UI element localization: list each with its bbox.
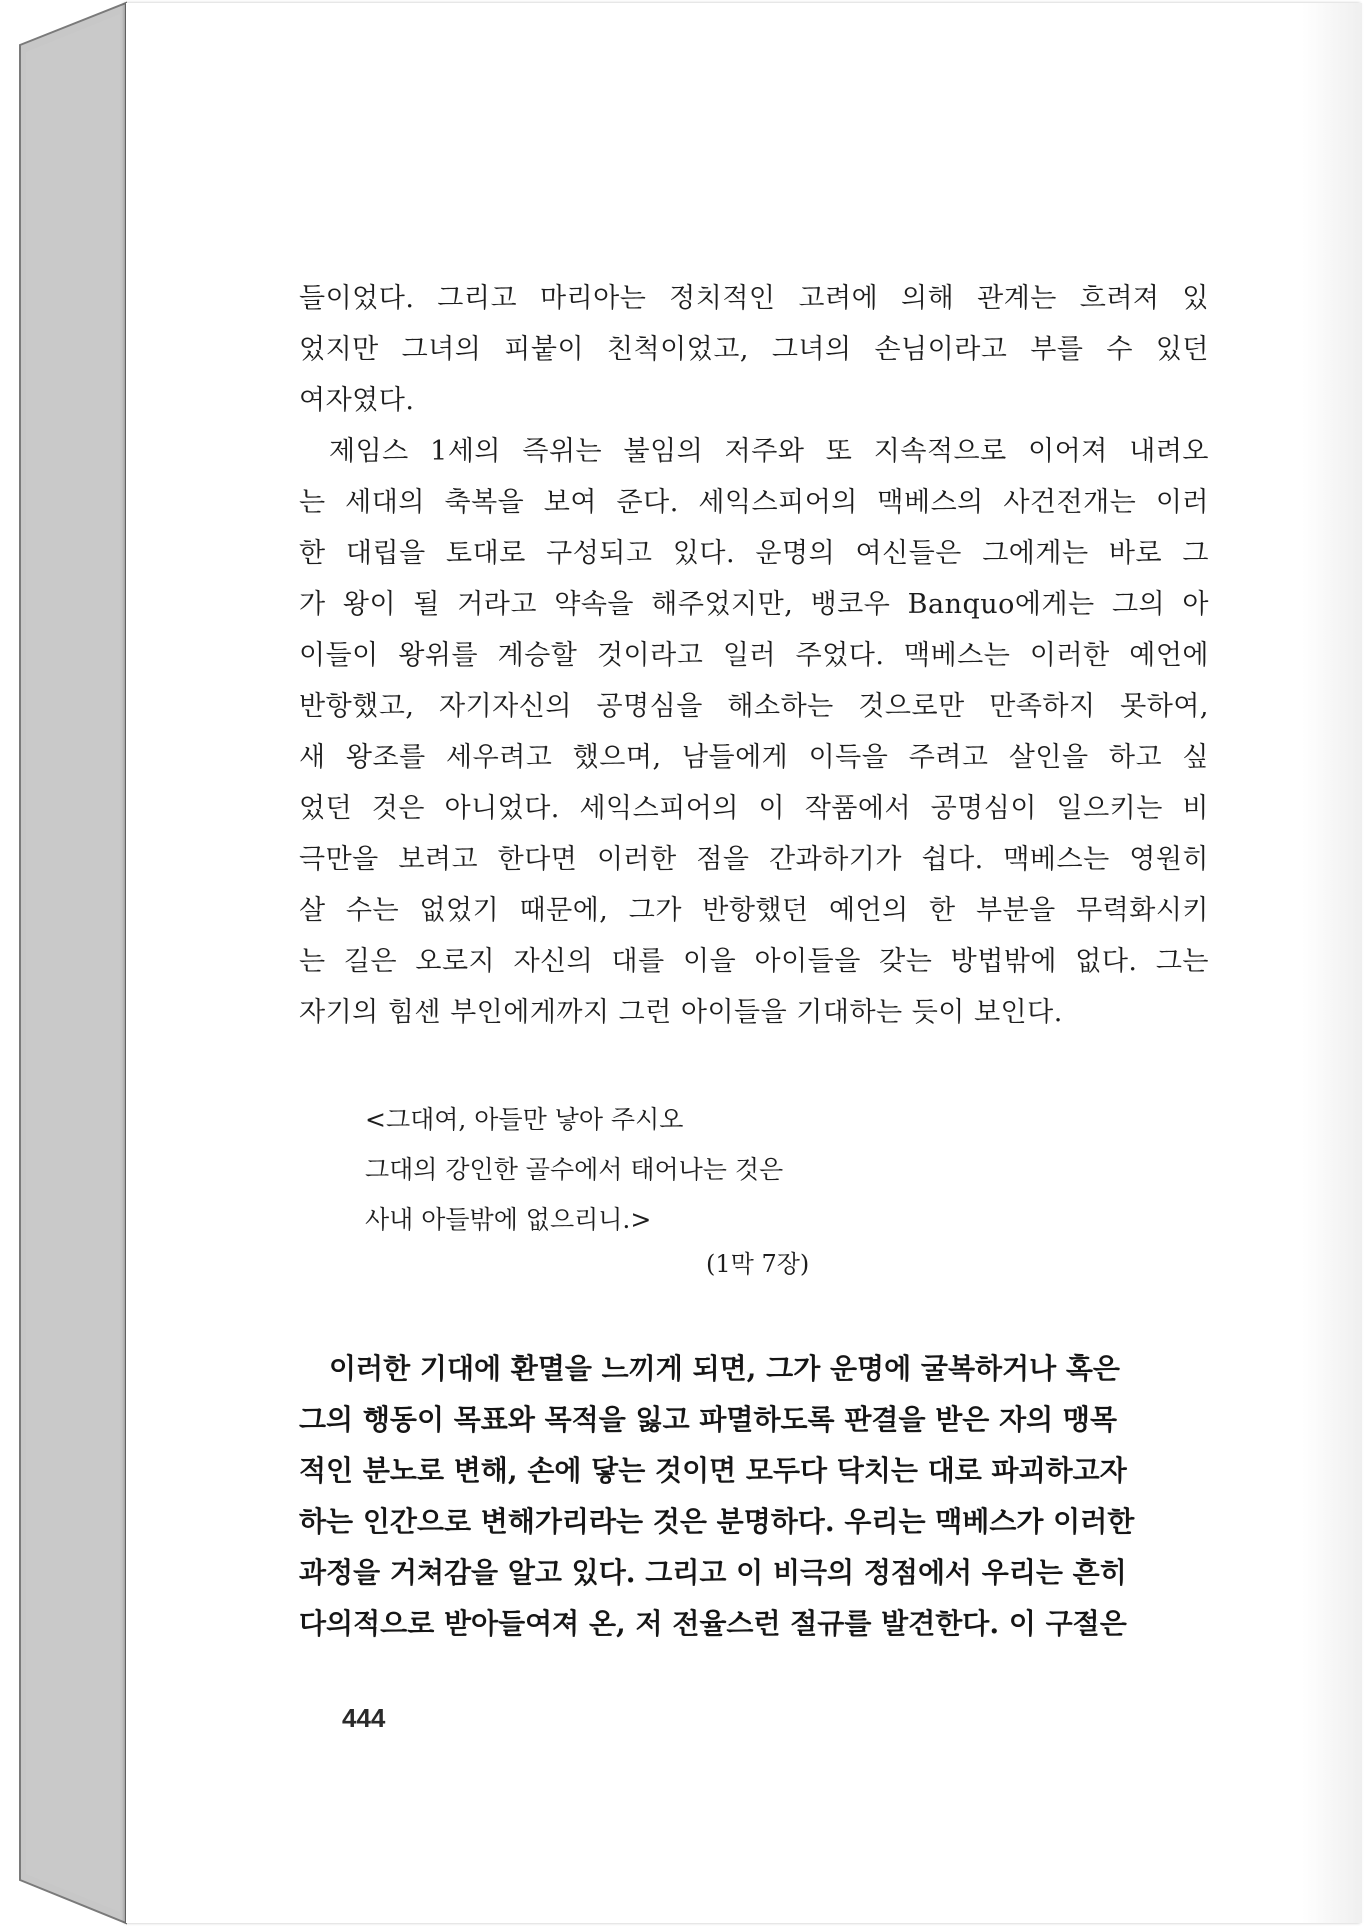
quote-line: <그대여, 아들만 낳아 주시오 bbox=[365, 1105, 684, 1134]
body-paragraph-2 bbox=[299, 1343, 1209, 1649]
verse-quote bbox=[365, 1095, 783, 1245]
text-line: 자기의 힘센 부인에게까지 그런 아이들을 기대하는 듯이 보인다. bbox=[299, 997, 1063, 1028]
text-line: 들이었다. 그리고 마리아는 정치적인 고려에 의해 관계는 흐려져 있 bbox=[299, 283, 1209, 314]
text-line: 과정을 거쳐감을 알고 있다. 그리고 이 비극의 정점에서 우리는 흔히 bbox=[299, 1556, 1127, 1589]
text-line: 반항했고, 자기자신의 공명심을 해소하는 것으로만 만족하지 못하여, bbox=[299, 691, 1209, 722]
text-line: 가 왕이 될 거라고 약속을 해주었지만, 뱅코우 Banquo에게는 그의 아 bbox=[299, 589, 1209, 620]
text-line: 새 왕조를 세우려고 했으며, 남들에게 이득을 주려고 살인을 하고 싶 bbox=[299, 742, 1209, 773]
text-line: 한 대립을 토대로 구성되고 있다. 운명의 여신들은 그에게는 바로 그 bbox=[299, 538, 1209, 569]
text-line: 이러한 기대에 환멸을 느끼게 되면, 그가 운명에 굴복하거나 혹은 bbox=[329, 1352, 1120, 1385]
text-line: 그의 행동이 목표와 목적을 잃고 파멸하도록 판결을 받은 자의 맹목 bbox=[299, 1403, 1118, 1436]
body-paragraph-1 bbox=[299, 273, 1209, 1038]
text-line: 는 세대의 축복을 보여 준다. 세익스피어의 맥베스의 사건전개는 이러 bbox=[299, 487, 1209, 518]
text-line: 살 수는 없었기 때문에, 그가 반항했던 예언의 한 부분을 무력화시키 bbox=[299, 895, 1209, 926]
quote-line: 그대의 강인한 골수에서 태어나는 것은 bbox=[365, 1155, 784, 1184]
text-line: 하는 인간으로 변해가리라는 것은 분명하다. 우리는 맥베스가 이러한 bbox=[299, 1505, 1135, 1538]
text-line: 었던 것은 아니었다. 세익스피어의 이 작품에서 공명심이 일으키는 비 bbox=[299, 793, 1209, 824]
text-line: 이들이 왕위를 계승할 것이라고 일러 주었다. 맥베스는 이러한 예언에 bbox=[299, 640, 1209, 671]
page-number: 444 bbox=[342, 1703, 386, 1733]
quote-line: 사내 아들밖에 없으리니.> bbox=[365, 1205, 652, 1234]
text-line: 적인 분노로 변해, 손에 닿는 것이면 모두다 닥치는 대로 파괴하고자 bbox=[299, 1454, 1127, 1487]
text-line: 는 길은 오로지 자신의 대를 이을 아이들을 갖는 방법밖에 없다. 그는 bbox=[299, 946, 1209, 977]
text-line: 다의적으로 받아들여져 온, 저 전율스런 절규를 발견한다. 이 구절은 bbox=[299, 1607, 1127, 1640]
text-line: 극만을 보려고 한다면 이러한 점을 간과하기가 쉽다. 맥베스는 영원히 bbox=[299, 844, 1209, 875]
text-line: 여자였다. bbox=[299, 385, 415, 416]
text-line: 었지만 그녀의 피붙이 친척이었고, 그녀의 손님이라고 부를 수 있던 bbox=[299, 334, 1209, 365]
quote-citation: (1막 7장) bbox=[706, 1250, 810, 1278]
book-page bbox=[126, 3, 1362, 1923]
text-line: 제임스 1세의 즉위는 불임의 저주와 또 지속적으로 이어져 내려오 bbox=[329, 436, 1209, 467]
